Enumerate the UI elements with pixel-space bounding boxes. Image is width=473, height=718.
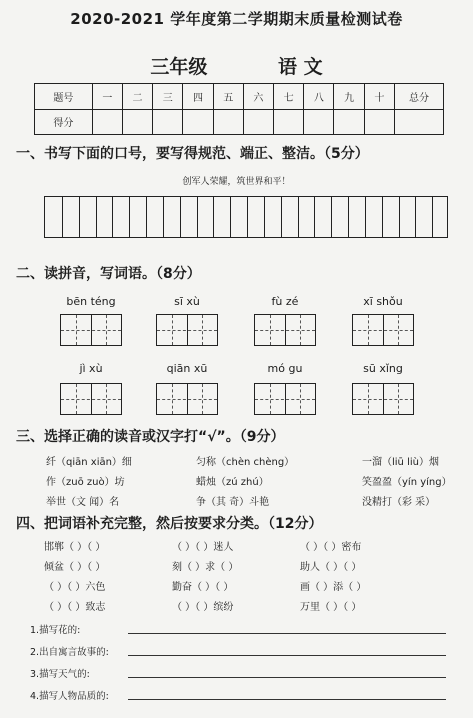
score-cell: 四 bbox=[183, 84, 213, 110]
score-cell: 五 bbox=[213, 84, 243, 110]
score-cell: 七 bbox=[274, 84, 304, 110]
category-question: 2.出自寓言故事的: bbox=[30, 647, 109, 658]
grid-cell-divider bbox=[79, 197, 80, 237]
score-input-cell[interactable] bbox=[395, 109, 444, 135]
grid-cell-divider bbox=[281, 197, 282, 237]
character-writing-box[interactable] bbox=[60, 383, 122, 415]
grid-cell-divider bbox=[247, 197, 248, 237]
idiom-fill-item[interactable]: （ ）（ ）密布 bbox=[300, 542, 362, 553]
grid-cell-divider bbox=[348, 197, 349, 237]
answer-line[interactable] bbox=[128, 699, 446, 700]
idiom-fill-item[interactable]: 勤奋（ ）（ ） bbox=[172, 582, 234, 593]
grid-cell-divider bbox=[62, 197, 63, 237]
score-input-cell[interactable] bbox=[274, 109, 304, 135]
score-cell: 一 bbox=[92, 84, 122, 110]
idiom-fill-item[interactable]: （ ）（ ）六色 bbox=[44, 582, 106, 593]
grid-cell-divider bbox=[314, 197, 315, 237]
section3-heading: 三、选择正确的读音或汉字打“√”。（9分） bbox=[16, 429, 285, 445]
character-writing-box[interactable] bbox=[254, 314, 316, 346]
pinyin-label: bēn téng bbox=[66, 295, 116, 308]
score-cell: 二 bbox=[122, 84, 152, 110]
grid-cell-divider bbox=[298, 197, 299, 237]
score-cell: 十 bbox=[364, 84, 394, 110]
grid-cell-divider bbox=[365, 197, 366, 237]
idiom-fill-item[interactable]: 邯郸（ ）（ ） bbox=[44, 542, 106, 553]
score-input-cell[interactable] bbox=[304, 109, 334, 135]
grid-cell-divider bbox=[331, 197, 332, 237]
score-table-score-row bbox=[35, 109, 444, 135]
reading-choice-item[interactable]: 一溜（liū liù）烟 bbox=[362, 457, 439, 468]
answer-line[interactable] bbox=[128, 655, 446, 656]
score-input-cell[interactable] bbox=[183, 109, 213, 135]
score-row-label: 得分 bbox=[35, 109, 93, 135]
idiom-fill-item[interactable]: 万里（ ）（ ） bbox=[300, 602, 362, 613]
idiom-fill-item[interactable]: （ ）（ ）缤纷 bbox=[172, 602, 234, 613]
score-input-cell[interactable] bbox=[92, 109, 122, 135]
idiom-fill-item[interactable]: （ ）（ ）致志 bbox=[44, 602, 106, 613]
grid-cell-divider bbox=[163, 197, 164, 237]
score-cell: 总分 bbox=[395, 84, 444, 110]
section1-heading: 一、书写下面的口号，要写得规范、端正、整洁。（5分） bbox=[16, 146, 369, 162]
grade-label: 三年级 bbox=[150, 56, 208, 78]
reading-choice-item[interactable]: 匀称（chèn chèng） bbox=[196, 457, 295, 468]
grid-cell-divider bbox=[96, 197, 97, 237]
idiom-fill-item[interactable]: 助人（ ）（ ） bbox=[300, 562, 362, 573]
character-writing-box[interactable] bbox=[352, 314, 414, 346]
answer-line[interactable] bbox=[128, 633, 446, 634]
slogan-text: 创军人荣耀，筑世界和平！ bbox=[182, 177, 291, 187]
score-input-cell[interactable] bbox=[243, 109, 273, 135]
score-cell: 六 bbox=[243, 84, 273, 110]
category-question: 1.描写花的: bbox=[30, 625, 81, 636]
score-input-cell[interactable] bbox=[122, 109, 152, 135]
score-input-cell[interactable] bbox=[213, 109, 243, 135]
score-input-cell[interactable] bbox=[153, 109, 183, 135]
score-input-cell[interactable] bbox=[364, 109, 394, 135]
answer-line[interactable] bbox=[128, 677, 446, 678]
pinyin-label: jì xù bbox=[79, 362, 103, 375]
score-input-cell[interactable] bbox=[334, 109, 364, 135]
character-choice-item[interactable]: 争（其 奇）斗艳 bbox=[196, 497, 270, 508]
score-cell: 题号 bbox=[35, 84, 93, 110]
grid-cell-divider bbox=[213, 197, 214, 237]
reading-choice-item[interactable]: 纤（qiān xiān）细 bbox=[46, 457, 132, 468]
reading-choice-item[interactable]: 作（zuō zuò）坊 bbox=[46, 477, 125, 488]
grid-cell-divider bbox=[112, 197, 113, 237]
category-question: 4.描写人物品质的: bbox=[30, 691, 109, 702]
score-table-header-row bbox=[35, 84, 444, 110]
pinyin-label: fù zé bbox=[271, 295, 299, 308]
reading-choice-item[interactable]: 蜡烛（zú zhú） bbox=[196, 477, 269, 488]
character-writing-box[interactable] bbox=[156, 383, 218, 415]
score-cell: 八 bbox=[304, 84, 334, 110]
grid-cell-divider bbox=[432, 197, 433, 237]
score-table bbox=[34, 83, 444, 135]
exam-title: 2020-2021 学年度第二学期期末质量检测试卷 bbox=[70, 10, 403, 28]
grid-cell-divider bbox=[129, 197, 130, 237]
idiom-fill-item[interactable]: （ ）（ ）迷人 bbox=[172, 542, 234, 553]
exam-subtitle bbox=[0, 52, 473, 79]
grid-cell-divider bbox=[146, 197, 147, 237]
pinyin-label: sī xù bbox=[174, 295, 200, 308]
grid-cell-divider bbox=[399, 197, 400, 237]
score-cell: 九 bbox=[334, 84, 364, 110]
section2-heading: 二、读拼音，写词语。（8分） bbox=[16, 266, 201, 282]
reading-choice-item[interactable]: 笑盈盈（yín yíng） bbox=[362, 477, 452, 488]
grid-cell-divider bbox=[230, 197, 231, 237]
grid-cell-divider bbox=[382, 197, 383, 237]
character-writing-box[interactable] bbox=[60, 314, 122, 346]
idiom-fill-item[interactable]: 画（ ）添（ ） bbox=[300, 582, 367, 593]
handwriting-grid[interactable] bbox=[44, 196, 448, 238]
grid-cell-divider bbox=[197, 197, 198, 237]
subject-label: 语 文 bbox=[278, 56, 323, 78]
pinyin-label: qiān xū bbox=[166, 362, 208, 375]
pinyin-label: xī shǒu bbox=[363, 295, 403, 308]
character-choice-item[interactable]: 没精打（彩 采） bbox=[362, 497, 436, 508]
character-choice-item[interactable]: 举世（文 闻）名 bbox=[46, 497, 120, 508]
idiom-fill-item[interactable]: 倾盆（ ）（ ） bbox=[44, 562, 106, 573]
character-writing-box[interactable] bbox=[156, 314, 218, 346]
pinyin-label: sū xǐng bbox=[363, 362, 403, 375]
section4-heading: 四、把词语补充完整，然后按要求分类。（12分） bbox=[16, 516, 323, 532]
idiom-fill-item[interactable]: 刻（ ）求（ ） bbox=[172, 562, 239, 573]
score-cell: 三 bbox=[153, 84, 183, 110]
character-writing-box[interactable] bbox=[254, 383, 316, 415]
grid-cell-divider bbox=[264, 197, 265, 237]
grid-cell-divider bbox=[180, 197, 181, 237]
character-writing-box[interactable] bbox=[352, 383, 414, 415]
grid-cell-divider bbox=[415, 197, 416, 237]
category-question: 3.描写天气的: bbox=[30, 669, 90, 680]
pinyin-label: mó gu bbox=[267, 362, 303, 375]
